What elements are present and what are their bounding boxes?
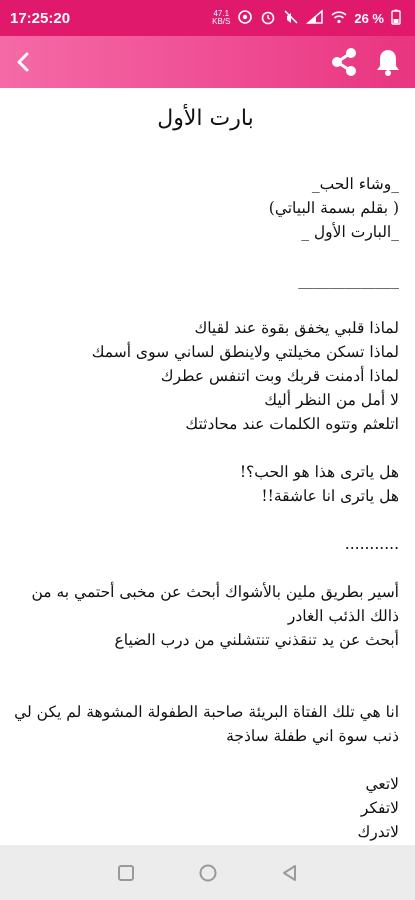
chapter-body-text: _وشاء الحب_ ( بقلم بسمة البياتي) _البارت الأول _ _____________ لماذا قلبي يخفق بقوة عند لقياك لماذا تسكن مخيلتي ولاينطق لساني سوى أسمك لماذا أدمنت قربك وبت اتنفس عطرك لا أمل من النظر أليك اتلعثم وتتوه الكلمات عند محادثتك هل ياترى هذا هو الحب؟! هل ياترى انا عاشقة!! ........... أسير بطريق ملين بالأشواك أبحث عن مخبى أحتمي به من ذالك الذئب الغادر أبحث عن يد تنقذني تنتشلني من درب الضياع انا هي تلك الفتاة البريئة صاحبة الطفولة المشوهة لم يكن لي ذنب سوة اني طفلة ساذجة لاتعي لاتفكر لاتدرك [14,175,399,841]
mute-icon [283,9,299,28]
app-bar-actions [329,47,403,77]
app-bar [0,36,415,88]
wifi-calling-icon [237,9,253,28]
status-icons [212,9,401,28]
battery-level: 26 % [354,10,384,26]
alarm-icon [260,9,276,28]
battery-icon [391,9,401,28]
square-icon[interactable] [114,861,138,885]
signal-icon [306,9,324,28]
chevron-left-icon[interactable] [8,47,38,77]
wifi-icon [331,9,347,28]
chapter-content[interactable] [0,88,415,845]
bell-icon[interactable] [373,47,403,77]
page-title: بارت الأول [157,106,254,131]
status-time: 17:25:20 [10,9,71,27]
status-bar [0,0,415,36]
circle-icon[interactable] [196,861,220,885]
triangle-back-icon[interactable] [278,861,302,885]
system-nav-bar [0,845,415,900]
share-icon[interactable] [329,47,359,77]
network-speed: 47.1 KB/S [212,9,231,26]
